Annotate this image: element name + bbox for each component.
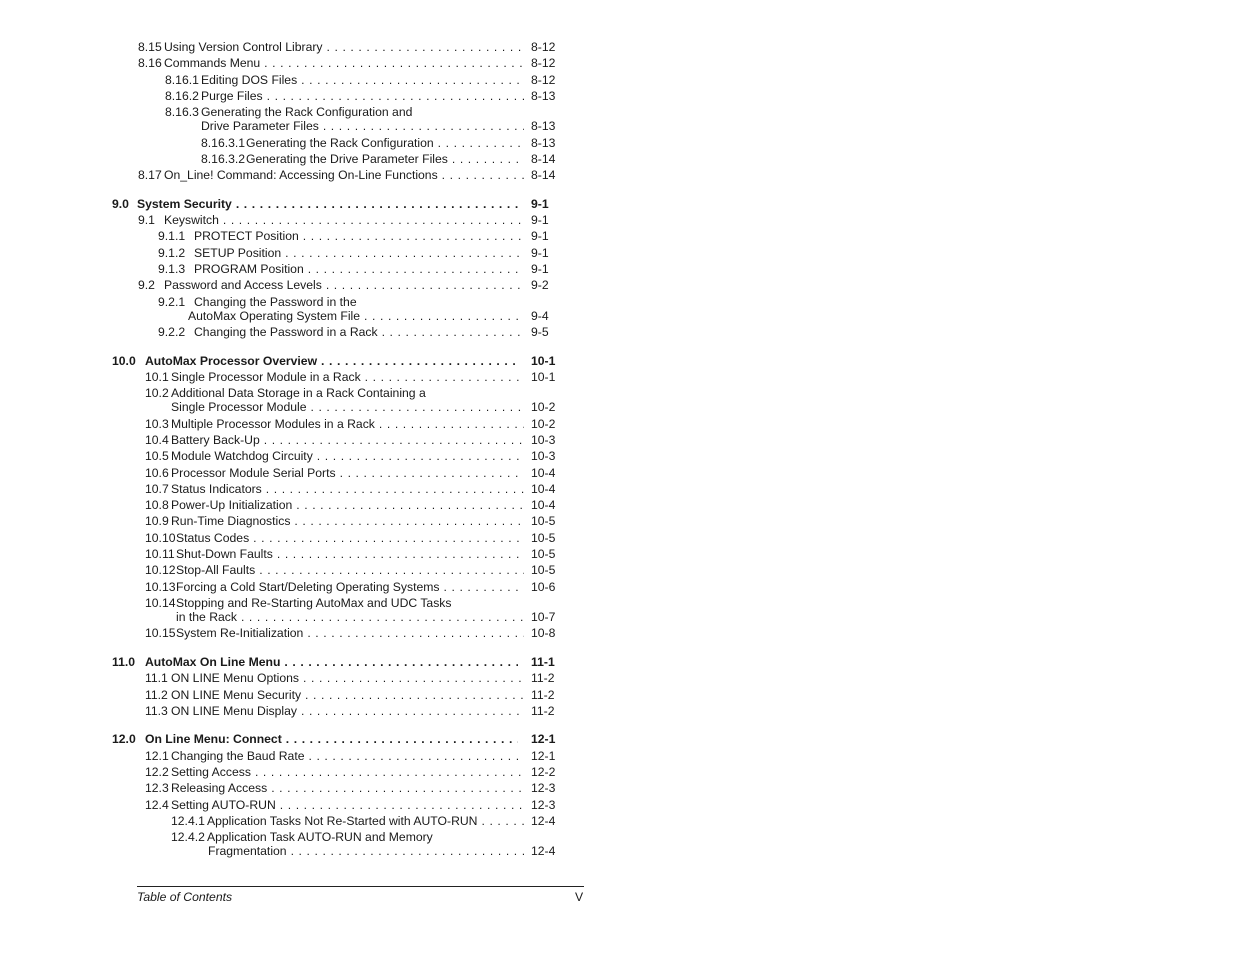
toc-entry xyxy=(138,56,524,70)
toc-entry-title: Battery Back-Up xyxy=(171,433,260,447)
toc-entry xyxy=(145,704,524,718)
toc-entry xyxy=(158,229,524,243)
toc-entry-page: 8-13 xyxy=(528,136,555,150)
toc-entry-page: 12-3 xyxy=(528,798,555,812)
toc-entry xyxy=(145,765,524,779)
toc-entry-page: 9-5 xyxy=(528,325,549,339)
toc-entry-page: 10-6 xyxy=(528,580,555,594)
toc-entry-number: 8.16.3 xyxy=(165,105,199,119)
toc-entry-page: 8-14 xyxy=(528,168,555,182)
toc-entry-title: Shut-Down Faults xyxy=(176,547,273,561)
toc-entry-page: 10-4 xyxy=(528,482,555,496)
toc-entry-number: 10.7 xyxy=(145,482,169,496)
toc-entry xyxy=(201,152,524,166)
toc-entry-title: ON LINE Menu Display xyxy=(171,704,297,718)
toc-entry-continuation xyxy=(188,309,524,323)
toc-entry-number: 11.0 xyxy=(112,655,136,669)
toc-entry xyxy=(145,514,524,528)
toc-entry-title: AutoMax Operating System File xyxy=(188,309,361,323)
toc-entry-title: Commands Menu xyxy=(164,56,261,70)
toc-entry-page: 12-1 xyxy=(528,732,555,746)
toc-entry-title: Power-Up Initialization xyxy=(171,498,293,512)
toc-entry-number: 10.10 xyxy=(145,531,176,545)
toc-entry-title: Password and Access Levels xyxy=(164,278,322,292)
toc-entry xyxy=(145,466,524,480)
toc-entry-page: 9-1 xyxy=(528,197,549,211)
toc-entry-page: 10-4 xyxy=(528,466,555,480)
toc-entry-page: 9-4 xyxy=(528,309,549,323)
toc-entry-page: 11-1 xyxy=(528,655,555,669)
toc-entry-number: 8.17 xyxy=(138,168,162,182)
toc-entry-page: 9-1 xyxy=(528,229,549,243)
toc-entry-number: 9.1 xyxy=(138,213,155,227)
toc-entry-number: 12.3 xyxy=(145,781,169,795)
toc-entry xyxy=(138,40,524,54)
toc-entry xyxy=(158,295,560,309)
toc-entry xyxy=(145,498,524,512)
toc-entry-title: SETUP Position xyxy=(194,246,282,260)
toc-entry-title: Run-Time Diagnostics xyxy=(171,514,291,528)
toc-entry-title: Module Watchdog Circuity xyxy=(171,449,313,463)
toc-entry-number: 10.2 xyxy=(145,386,169,400)
toc-entry-number: 10.9 xyxy=(145,514,169,528)
toc-entry-number: 10.8 xyxy=(145,498,169,512)
toc-entry-number: 12.2 xyxy=(145,765,169,779)
toc-entry-page: 10-1 xyxy=(528,354,555,368)
toc-entry-number: 10.4 xyxy=(145,433,169,447)
toc-entry-page: 10-1 xyxy=(528,370,555,384)
toc-entry-title: in the Rack xyxy=(176,610,237,624)
toc-entry-title: Stopping and Re-Starting AutoMax and UDC Tasks xyxy=(176,596,452,610)
toc-entry xyxy=(145,749,524,763)
toc-entry xyxy=(145,417,524,431)
toc-entry xyxy=(138,213,524,227)
toc-entry xyxy=(165,73,524,87)
toc-entry-title: Editing DOS Files xyxy=(201,73,298,87)
toc-entry-page: 12-4 xyxy=(528,814,555,828)
toc-entry-number: 10.3 xyxy=(145,417,169,431)
toc-entry xyxy=(158,262,524,276)
toc-entry-page: 8-12 xyxy=(528,40,555,54)
toc-entry xyxy=(145,433,524,447)
toc-entry-number: 10.13 xyxy=(145,580,176,594)
toc-entry-title: Single Processor Module xyxy=(171,400,307,414)
toc-entry-title: Fragmentation xyxy=(208,844,287,858)
toc-entry-title: Status Indicators xyxy=(171,482,262,496)
toc-entry-page: 9-1 xyxy=(528,213,549,227)
toc-entry-page: 8-14 xyxy=(528,152,555,166)
toc-entry-number: 10.1 xyxy=(145,370,169,384)
toc-entry-title: Generating the Drive Parameter Files xyxy=(246,152,448,166)
toc-entry-number: 12.4.2 xyxy=(171,830,205,844)
toc-entry-continuation xyxy=(208,844,524,858)
toc-entry-title: Drive Parameter Files xyxy=(201,119,319,133)
toc-entry-number: 10.0 xyxy=(112,354,136,368)
toc-entry-page: 10-3 xyxy=(528,433,555,447)
toc-entry-page: 11-2 xyxy=(528,671,555,685)
toc-entry-page: 12-3 xyxy=(528,781,555,795)
toc-entry-number: 9.2.1 xyxy=(158,295,186,309)
toc-entry-page: 12-1 xyxy=(528,749,555,763)
toc-entry xyxy=(112,354,518,368)
toc-entry-number: 10.12 xyxy=(145,563,176,577)
toc-entry xyxy=(145,781,524,795)
toc-entry-title: Application Task AUTO-RUN and Memory xyxy=(207,830,433,844)
toc-entry xyxy=(145,596,560,610)
toc-entry-number: 9.2 xyxy=(138,278,155,292)
toc-entry-number: 10.15 xyxy=(145,626,176,640)
toc-entry xyxy=(165,89,524,103)
toc-entry-title: Releasing Access xyxy=(171,781,268,795)
toc-entry xyxy=(145,580,524,594)
toc-entry xyxy=(171,814,524,828)
toc-entry-title: Stop-All Faults xyxy=(176,563,256,577)
toc-entry xyxy=(138,278,524,292)
toc-entry xyxy=(145,370,524,384)
toc-entry-number: 8.16.3.2 xyxy=(201,152,246,166)
toc-entry xyxy=(145,386,560,400)
toc-entry-number: 12.0 xyxy=(112,732,136,746)
toc-entry-number: 9.2.2 xyxy=(158,325,186,339)
toc-entry-title: Using Version Control Library xyxy=(164,40,323,54)
toc-entry xyxy=(158,246,524,260)
toc-entry-title: Setting Access xyxy=(171,765,251,779)
toc-entry-number: 10.6 xyxy=(145,466,169,480)
toc-entry-number: 8.16.1 xyxy=(165,73,199,87)
toc-entry-title: ON LINE Menu Options xyxy=(171,671,300,685)
toc-entry-page: 9-1 xyxy=(528,246,549,260)
toc-entry-number: 9.0 xyxy=(112,197,129,211)
toc-entry-page: 10-2 xyxy=(528,400,555,414)
toc-entry-title: Generating the Rack Configuration and xyxy=(201,105,413,119)
footer-title: Table of Contents xyxy=(137,890,233,904)
toc-entry-number: 8.15 xyxy=(138,40,162,54)
toc-entry-title: On_Line! Command: Accessing On-Line Functions xyxy=(164,168,438,182)
toc-entry-title: System Security xyxy=(137,197,232,211)
toc-entry-page: 12-2 xyxy=(528,765,555,779)
toc-entry xyxy=(145,449,524,463)
toc-entry xyxy=(145,547,524,561)
toc-entry-title: Setting AUTO-RUN xyxy=(171,798,276,812)
toc-entry xyxy=(112,655,518,669)
toc-entry-page: 11-2 xyxy=(528,704,555,718)
toc-entry-title: AutoMax Processor Overview xyxy=(145,354,318,368)
toc-entry xyxy=(145,798,524,812)
toc-entry-title: ON LINE Menu Security xyxy=(171,688,302,702)
toc-entry xyxy=(112,197,518,211)
toc-entry-title: Purge Files xyxy=(201,89,263,103)
toc-entry xyxy=(165,105,560,119)
toc-entry-title: Generating the Rack Configuration xyxy=(246,136,434,150)
toc-entry-title: AutoMax On Line Menu xyxy=(145,655,281,669)
toc-entry-number: 12.4 xyxy=(145,798,169,812)
toc-entry-title: Single Processor Module in a Rack xyxy=(171,370,361,384)
toc-entry-title: Changing the Password in the xyxy=(194,295,357,309)
toc-entry-page: 10-8 xyxy=(528,626,555,640)
toc-entry-title: Changing the Baud Rate xyxy=(171,749,305,763)
toc-entry-title: PROTECT Position xyxy=(194,229,299,243)
toc-entry xyxy=(171,830,560,844)
toc-entry-page: 9-1 xyxy=(528,262,549,276)
toc-entry-title: Keyswitch xyxy=(164,213,219,227)
toc-entry-title: Processor Module Serial Ports xyxy=(171,466,336,480)
toc-entry-title: Status Codes xyxy=(176,531,250,545)
footer-page-number: V xyxy=(575,890,584,904)
toc-entry xyxy=(145,671,524,685)
toc-entry-title: Changing the Password in a Rack xyxy=(194,325,378,339)
toc-entry-number: 8.16.2 xyxy=(165,89,199,103)
toc-entry-title: System Re-Initialization xyxy=(176,626,304,640)
toc-entry-title: On Line Menu: Connect xyxy=(145,732,282,746)
toc-entry-page: 11-2 xyxy=(528,688,555,702)
toc-entry-page: 8-12 xyxy=(528,73,555,87)
toc-entry-page: 10-2 xyxy=(528,417,555,431)
toc-entry-title: Forcing a Cold Start/Deleting Operating Systems xyxy=(176,580,440,594)
toc-entry-number: 10.14 xyxy=(145,596,176,610)
toc-entry-continuation xyxy=(176,610,524,624)
toc-entry xyxy=(138,168,524,182)
toc-entry-number: 9.1.2 xyxy=(158,246,186,260)
toc-entry-title: Multiple Processor Modules in a Rack xyxy=(171,417,375,431)
toc-entry-title: PROGRAM Position xyxy=(194,262,304,276)
toc-entry-number: 11.3 xyxy=(145,704,168,718)
toc-entry-continuation xyxy=(171,400,524,414)
toc-entry-page: 10-5 xyxy=(528,563,555,577)
toc-entry-number: 8.16 xyxy=(138,56,162,70)
toc-entry xyxy=(145,626,524,640)
toc-entry-continuation xyxy=(201,119,524,133)
toc-entry-page: 10-3 xyxy=(528,449,555,463)
toc-entry xyxy=(201,136,524,150)
toc-entry-number: 11.2 xyxy=(145,688,168,702)
toc-entry xyxy=(145,688,524,702)
footer-rule xyxy=(137,886,584,887)
toc-entry-title: Application Tasks Not Re-Started with AUTO-RUN xyxy=(207,814,478,828)
toc-entry-title: Additional Data Storage in a Rack Containing a xyxy=(171,386,426,400)
toc-entry-page: 10-5 xyxy=(528,514,555,528)
toc-entry-number: 9.1.1 xyxy=(158,229,186,243)
toc-entry-page: 8-12 xyxy=(528,56,555,70)
toc-entry-page: 10-5 xyxy=(528,547,555,561)
toc-entry-page: 8-13 xyxy=(528,119,555,133)
toc-entry-page: 10-7 xyxy=(528,610,555,624)
toc-entry-page: 9-2 xyxy=(528,278,549,292)
toc-entry-page: 12-4 xyxy=(528,844,555,858)
toc-entry-number: 10.11 xyxy=(145,547,175,561)
toc-entry-page: 8-13 xyxy=(528,89,555,103)
toc-entry xyxy=(145,563,524,577)
toc-entry-number: 11.1 xyxy=(145,671,168,685)
toc-entry-number: 9.1.3 xyxy=(158,262,186,276)
toc-entry-number: 8.16.3.1 xyxy=(201,136,246,150)
toc-entry xyxy=(145,531,524,545)
toc-entry xyxy=(158,325,524,339)
toc-entry xyxy=(145,482,524,496)
toc-entry-number: 12.4.1 xyxy=(171,814,205,828)
toc-entry-number: 10.5 xyxy=(145,449,169,463)
toc-entry-number: 12.1 xyxy=(145,749,169,763)
toc-entry xyxy=(112,732,518,746)
toc-entry-page: 10-5 xyxy=(528,531,555,545)
toc-entry-page: 10-4 xyxy=(528,498,555,512)
